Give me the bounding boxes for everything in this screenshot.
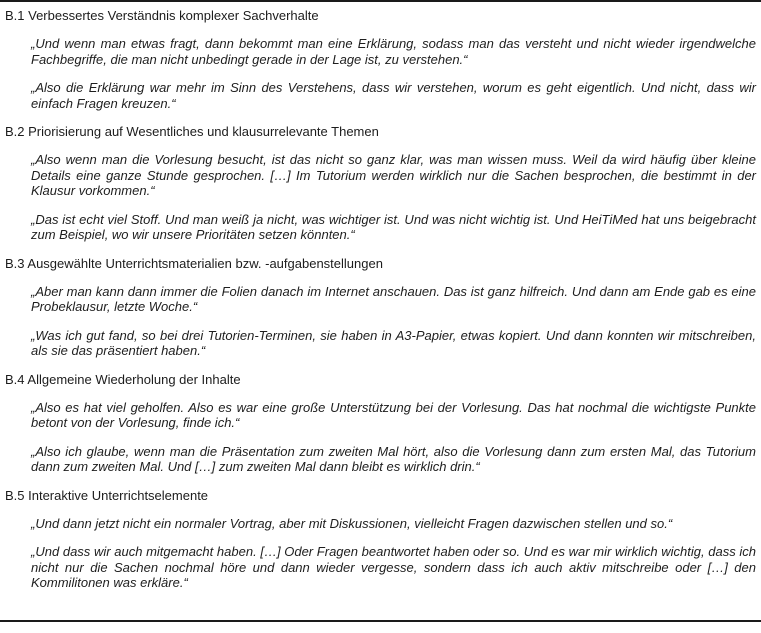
category-heading-b1: B.1 Verbessertes Verständnis komplexer Sachverhalte bbox=[5, 8, 319, 23]
category-heading-b5: B.5 Interaktive Unterrichtselemente bbox=[5, 487, 209, 503]
category-heading-b3: B.3 Ausgewählte Unterrichtsmaterialien bzw. -aufgabenstellungen bbox=[5, 255, 383, 271]
category-section-b2 bbox=[4, 124, 756, 243]
quote-b3-2: „Was ich gut fand, so bei drei Tutorien-Terminen, sie haben in A3-Papier, etwas kopiert. Und dann konnten wir mitschreiben, als sie das präsentiert haben.“ bbox=[31, 327, 756, 358]
quote-b2-1: „Also wenn man die Vorlesung besucht, ist das nicht so ganz klar, was man wissen muss. Weil da wird häufig über kleine Details eine ganze Stunde gesprochen. […] Im Tutorium werden wirklich nur die Sachen besprochen, die bestimmt in der Klausur vorkommen.“ bbox=[31, 152, 756, 198]
category-section-b4 bbox=[4, 372, 756, 475]
quote-b1-2: „Also die Erklärung war mehr im Sinn des Verstehens, dass wir verstehen, worum es geht eigentlich. Und nicht, dass wir einfach Fragen kreuzen.“ bbox=[31, 80, 756, 111]
category-heading-b4: B.4 Allgemeine Wiederholung der Inhalte bbox=[5, 371, 241, 387]
quote-b5-2: „Und dass wir auch mitgemacht haben. […] Oder Fragen beantwortet haben oder so. Und es war mir wirklich wichtig, dass ich nicht nur die Sachen nochmal höre und dann wieder vergesse, sondern dass ich auch aktiv mitschreibe oder […] den Kommilitonen was erkläre.“ bbox=[31, 544, 756, 590]
quote-b2-2: „Das ist echt viel Stoff. Und man weiß ja nicht, was wichtiger ist. Und was nicht wichtig ist. Und HeiTiMed hat uns beigebracht zum Beispiel, wo wir unsere Prioritäten setzen könnten.“ bbox=[31, 211, 756, 242]
category-section-b1 bbox=[4, 8, 756, 111]
quote-b4-1: „Also es hat viel geholfen. Also es war eine große Unterstützung bei der Vorlesung. Das hat nochmal die wichtigste Punkte betont von der Vorlesung, finde ich.“ bbox=[31, 399, 756, 430]
quote-b1-1: „Und wenn man etwas fragt, dann bekommt man eine Erklärung, sodass man das versteht und nicht wieder irgendwelche Fachbegriffe, die man nicht unbedingt gerade in der Lage ist, zu verstehen.“ bbox=[31, 36, 756, 67]
category-section-b3 bbox=[4, 256, 756, 359]
quote-b5-1: „Und dann jetzt nicht ein normaler Vortrag, aber mit Diskussionen, vielleicht Fragen dazwischen stellen und so.“ bbox=[31, 515, 673, 531]
quote-b3-1: „Aber man kann dann immer die Folien danach im Internet anschauen. Das ist ganz hilfreich. Und dann am Ende gab es eine Probeklausur, letzte Woche.“ bbox=[31, 283, 756, 314]
category-section-b5 bbox=[4, 488, 756, 591]
category-heading-b2: B.2 Priorisierung auf Wesentliches und klausurrelevante Themen bbox=[5, 124, 379, 139]
quote-b4-2: „Also ich glaube, wenn man die Präsentation zum zweiten Mal hört, also die Vorlesung dann zum ersten Mal, das Tutorium dann zum zweiten Mal. Und […] zum zweiten Mal dann bleibt es wirklich drin.“ bbox=[31, 443, 756, 474]
